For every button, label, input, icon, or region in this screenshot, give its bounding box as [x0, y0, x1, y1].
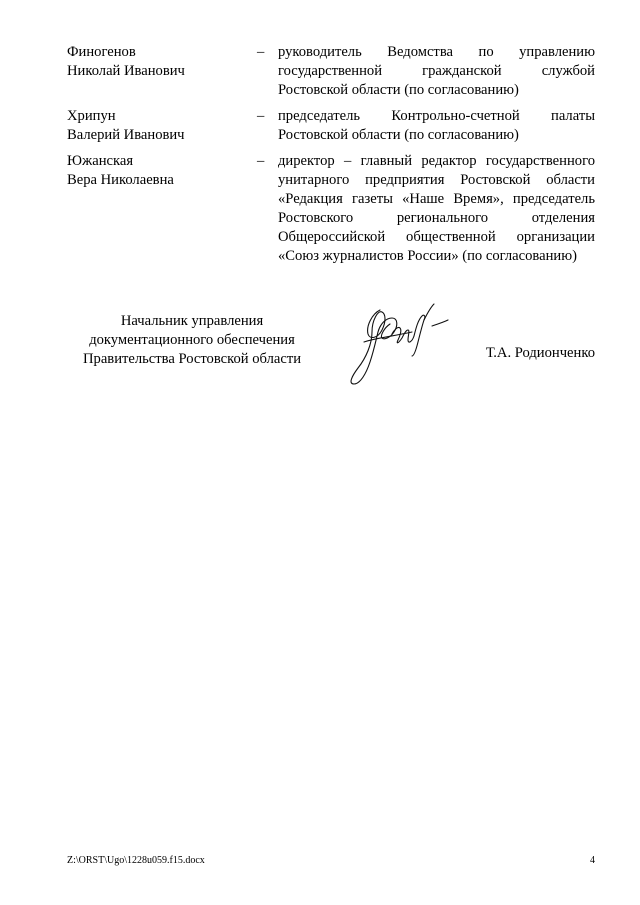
- member-row: [67, 107, 595, 145]
- member-given-names: Валерий Иванович: [67, 127, 185, 143]
- signer-name: Т.А. Родионченко: [485, 345, 595, 361]
- signer-position-line: Правительства Ростовской области: [82, 351, 302, 367]
- member-dash: –: [257, 153, 265, 169]
- member-surname: Хрипун: [67, 108, 116, 124]
- member-dash: –: [257, 44, 265, 60]
- member-role: председатель Контрольно-счетной палаты Ростовской области (по согласованию): [278, 108, 595, 143]
- footer-file-path: Z:\ORST\Ugo\1228u059.f15.docx: [67, 855, 205, 866]
- member-name: [67, 107, 257, 145]
- member-name: [67, 43, 257, 81]
- handwritten-signature: [342, 298, 452, 390]
- member-role: руководитель Ведомства по управлению государственной гражданской службой Ростовской области (по согласованию): [278, 44, 595, 98]
- signer-position-line: Начальник управления: [120, 313, 264, 329]
- member-surname: Южанская: [67, 153, 134, 169]
- member-name: [67, 152, 257, 190]
- footer-page-number: 4: [590, 855, 595, 866]
- member-given-names: Вера Николаевна: [67, 172, 174, 188]
- member-surname: Финогенов: [67, 44, 136, 60]
- member-row: [67, 43, 595, 100]
- member-row: [67, 152, 595, 266]
- signature-block: [0, 312, 640, 392]
- member-list: [67, 43, 595, 266]
- signer-position-line: документационного обеспечения: [89, 332, 295, 348]
- member-role: директор – главный редактор государственного унитарного предприятия Ростовской области «Редакция газеты «Наше Время», председатель Ростовского регионального отделения Общероссийской общественной организации «Союз журналистов России» (по согласованию): [278, 153, 595, 264]
- member-dash: –: [257, 108, 265, 124]
- signer-position: [67, 312, 317, 369]
- member-given-names: Николай Иванович: [67, 63, 185, 79]
